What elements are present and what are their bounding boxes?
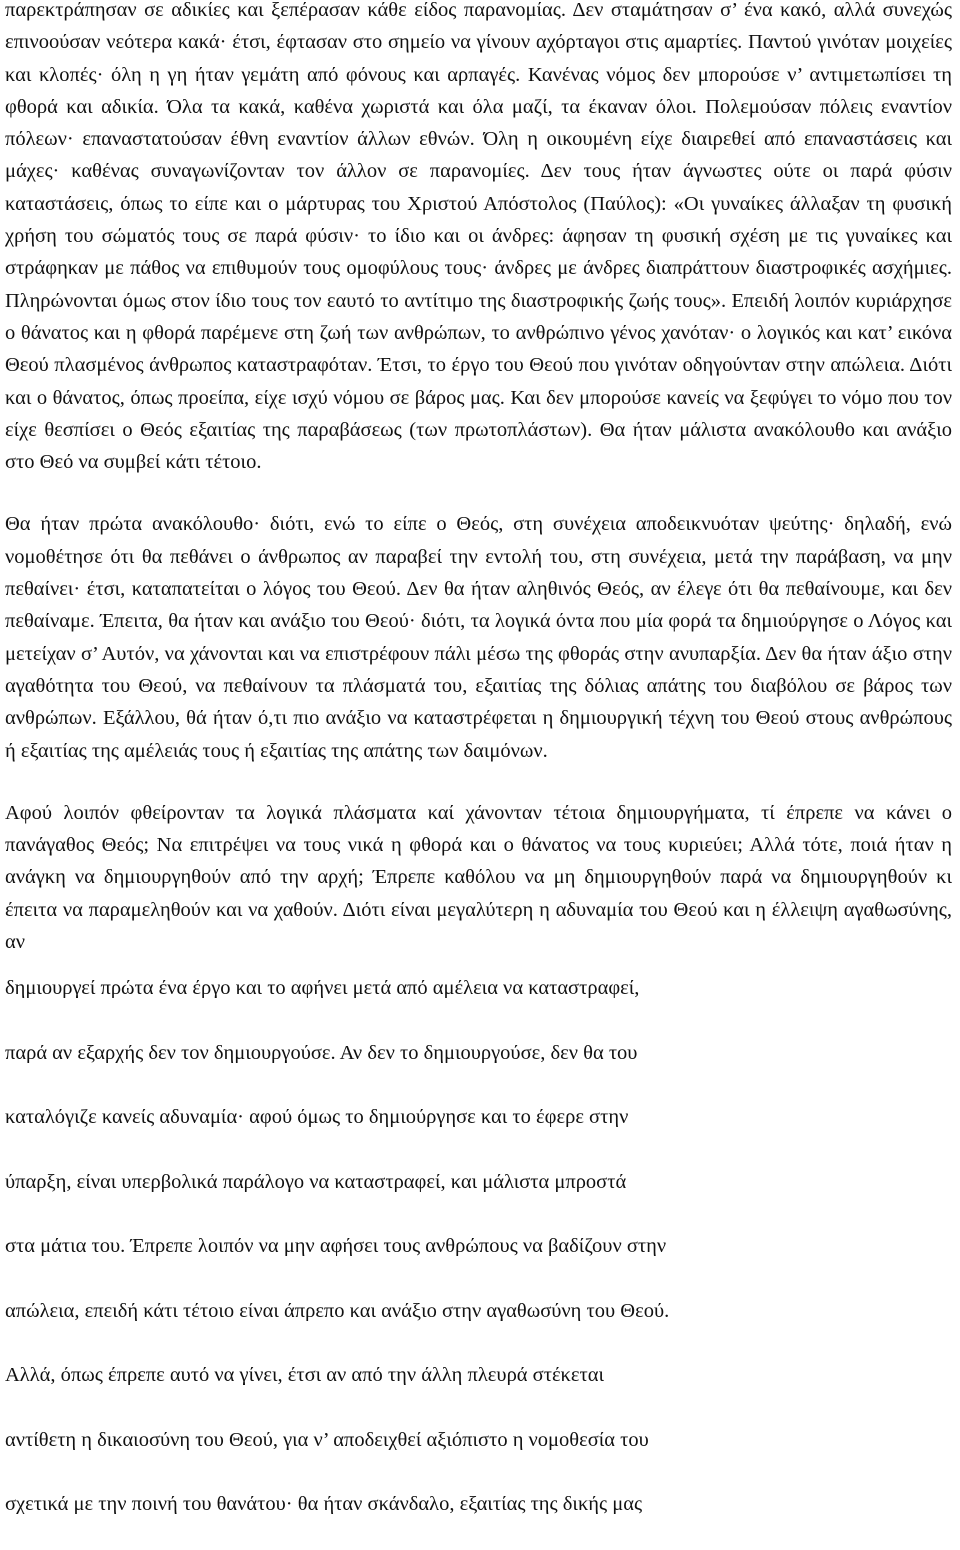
text-line: καταλόγιζε κανείς αδυναμία· αφού όμως το δημιούργησε και το έφερε στην xyxy=(5,1107,629,1128)
paragraph-3: Αφού λοιπόν φθείρονταν τα λογικά πλάσματα καί χάνονταν τέτοια δημιουργήματα, τί έπρεπε να κάνει ο πανάγαθος Θεός; Να επιτρέψει να τους νικά η φθορά και ο θάνατος να τους κυριεύει; Αλλά τότε, ποιά ήταν η ανάγκη να δημιουργηθούν από την αρχή; Έπρεπε καθόλου να μη δημιουργηθούν παρά να δημιουργηθούν κι έπειτα να παραμεληθούν και να χαθούν. Διότι είναι μεγαλύτερη η αδυναμία του Θεού και η έλλειψη αγαθωσύνης, αν xyxy=(5,801,952,954)
text-line: Αλλά, όπως έπρεπε αυτό να γίνει, έτσι αν από την άλλη πλευρά στέκεται xyxy=(5,1365,604,1386)
text-line: στα μάτια του. Έπρεπε λοιπόν να μην αφήσει τους ανθρώπους να βαδίζουν στην xyxy=(5,1236,667,1257)
text-line: απώλεια, επειδή κάτι τέτοιο είναι άπρεπο και ανάξιο στην αγαθωσύνη του Θεού. xyxy=(5,1300,670,1321)
paragraph-2: Θα ήταν πρώτα ανακόλουθο· διότι, ενώ το είπε ο Θεός, στη συνέχεια αποδεικνυόταν ψεύτης· δηλαδή, ενώ νομοθέτησε ότι θα πεθάνει ο άνθρωπος αν παραβεί την εντολή του, στη συνέχεια, μετά την παράβαση, να μην πεθαίνει· έτσι, καταπατείται ο λόγος του Θεού. Δεν θα ήταν αληθινός Θεός, αν έλεγε ότι θα πεθαίνουμε, και δεν πεθαίναμε. Έπειτα, θα ήταν και ανάξιο του Θεού· διότι, τα λογικά όντα που μία φορά τα δημιούργησε ο Λόγος και μετείχαν σ’ Αυτόν, να χάνονται και να επιστρέφουν πάλι μέσω της φθοράς στην ανυπαρξία. Δεν θα ήταν άξιο στην αγαθότητα του Θεού, να πεθαίνουν τα πλάσματά του, εξαιτίας της δόλιας απάτης του διαβόλου σε βάρος των ανθρώπων. Εξάλλου, θά ήταν ό,τι πιο ανάξιο να καταστρέφεται η δημιουργική τέχνη του Θεού στους ανθρώπους ή εξαιτίας της αμέλειάς τους ή εξαιτίας της απάτης των δαιμόνων. xyxy=(5,513,952,762)
paragraph-gap xyxy=(5,478,952,508)
text-line: ύπαρξη, είναι υπερβολικά παράλογο να καταστραφεί, και μάλιστα μπροστά xyxy=(5,1171,627,1192)
text-line: παρά αν εξαρχής δεν τον δημιουργούσε. Αν δεν το δημιουργούσε, δεν θα του xyxy=(5,1042,638,1063)
paragraph-gap xyxy=(5,767,952,797)
text-line: δημιουργεί πρώτα ένα έργο και το αφήνει μετά από αμέλεια να καταστραφεί, xyxy=(5,978,640,999)
text-line: σχετικά με την ποινή του θανάτου· θα ήταν σκάνδαλο, εξαιτίας της δικής μας xyxy=(5,1494,643,1515)
paragraph-1: παρεκτράπησαν σε αδικίες και ξεπέρασαν κάθε είδος παρανομίας. Δεν σταμάτησαν σ’ ένα κακό, αλλά συνεχώς επινοούσαν νεότερα κακά· έτσι, έφτασαν στο σημείο να γίνουν αχόρταγοι στις αμαρτίες. Παντού γινόταν μοιχείες και κλοπές· όλη η γη ήταν γεμάτη από φόνους και αρπαγές. Κανένας νόμος δεν μπορούσε ν’ αντιμετωπίσει τη φθορά και αδικία. Όλα τα κακά, καθένα χωριστά και όλα μαζί, τα έκαναν όλοι. Πολεμούσαν πόλεις εναντίον πόλεων· επαναστατούσαν έθνη εναντίον άλλων εθνών. Όλη η οικουμένη είχε διαιρεθεί από επαναστάσεις και μάχες· καθένας συναγωνίζονταν τον άλλον σε παρανομίες. Δεν τους ήταν άγνωστες ούτε οι παρά φύσιν καταστάσεις, όπως το είπε και ο μάρτυρας του Χριστού Απόστολος (Παύλος): «Οι γυναίκες άλλαξαν τη φυσική χρήση του σώματός τους σε παρά φύσιν· το ίδιο και οι άνδρες: άφησαν τη φυσική σχέση με τις γυναίκες και στράφηκαν με πάθος να επιθυμούν τους ομοφύλους τους· άνδρες με άνδρες διαπράττουν διαστροφικές ασχήμιες. Πληρώνονται όμως στον ίδιο τους τον εαυτό το αντίτιμο της διαστροφικής ζωής τους». Επειδή λοιπόν κυριάρχησε ο θάνατος και η φθορά παρέμενε στη ζωή των ανθρώπων, το ανθρώπινο γένος χανόταν· ο λογικός και κατ’ εικόνα Θεού πλασμένος άνθρωπος καταστραφόταν. Έτσι, το έργο του Θεού που γινόταν οδηγούνταν στην απώλεια. Διότι και ο θάνατος, όπως προείπα, είχε ισχύ νόμου σε βάρος μας. Και δεν μπορούσε κανείς να ξεφύγει το νόμο που τον είχε θεσπίσει ο Θεός εξαιτίας της παραβάσεως (των πρωτοπλάστων). Θα ήταν μάλιστα ανακόλουθο και ανάξιο στο Θεό να συμβεί κάτι τέτοιο. xyxy=(5,0,952,474)
text-line: αντίθετη η δικαιοσύνη του Θεού, για ν’ αποδειχθεί αξιόπιστο η νομοθεσία του xyxy=(5,1429,649,1450)
